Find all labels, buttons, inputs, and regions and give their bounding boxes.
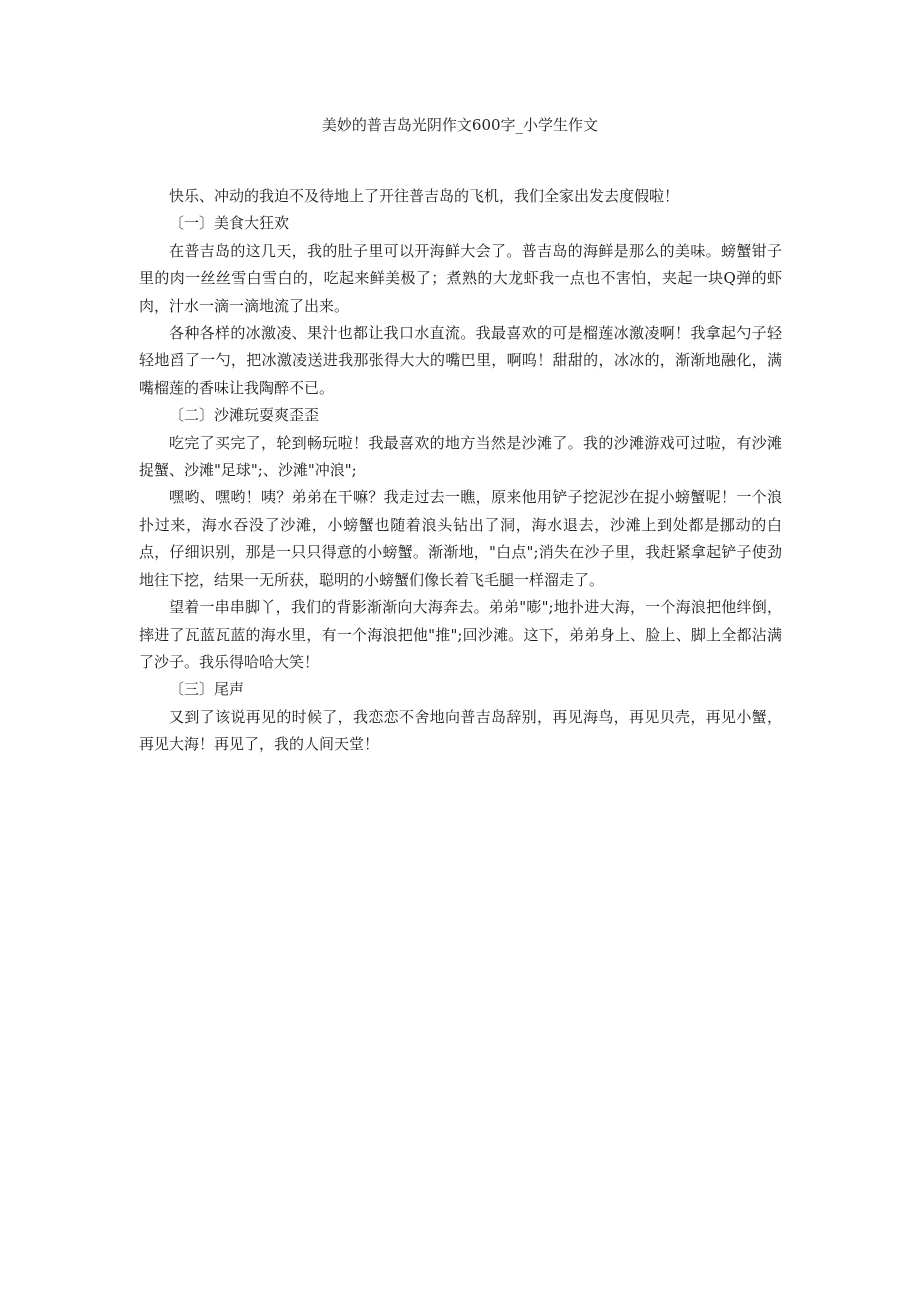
document-title: 美妙的普吉岛光阴作文600字_小学生作文 xyxy=(321,116,599,134)
paragraph-intro: 快乐、冲动的我迫不及待地上了开往普吉岛的飞机，我们全家出发去度假啦！ xyxy=(169,187,680,205)
paragraph-farewell: 又到了该说再见的时候了，我恋恋不舍地向普吉岛辞别，再见海鸟，再见贝壳，再见小蟹，再见大海！再见了，我的人间天堂！ xyxy=(139,707,782,754)
section-heading-ending: 〔三〕尾声 xyxy=(169,680,245,699)
document-body xyxy=(139,183,782,759)
paragraph-crab-catching: 嘿哟、嘿哟！咦？弟弟在干嘛？我走过去一瞧，原来他用铲子挖泥沙在捉小螃蟹呢！一个浪扑过来，海水吞没了沙滩，小螃蟹也随着浪头钻出了洞，海水退去，沙滩上到处都是挪动的白点，仔细识别，那是一只只得意的小螃蟹。渐渐地，"白点";消失在沙子里，我赶紧拿起铲子使劲地往下挖，结果一无所获，聪明的小螃蟹们像长着飞毛腿一样溜走了。 xyxy=(139,488,782,589)
paragraph-waves: 望着一串串脚丫，我们的背影渐渐向大海奔去。弟弟"嘭";地扑进大海，一个海浪把他绊倒，摔进了瓦蓝瓦蓝的海水里，有一个海浪把他"推";回沙滩。这下，弟弟身上、脸上、脚上全都沾满了沙子。我乐得哈哈大笑！ xyxy=(139,598,782,671)
paragraph-seafood: 在普吉岛的这几天，我的肚子里可以开海鲜大会了。普吉岛的海鲜是那么的美味。螃蟹钳子里的肉一丝丝雪白雪白的，吃起来鲜美极了；煮熟的大龙虾我一点也不害怕，夹起一块Q弹的虾肉，汁水一滴一滴地流了出来。 xyxy=(139,241,782,315)
section-heading-food: 〔一〕美食大狂欢 xyxy=(169,214,290,233)
paragraph-ice-cream: 各种各样的冰激凌、果汁也都让我口水直流。我最喜欢的可是榴莲冰激凌啊！我拿起勺子轻轻地舀了一勺，把冰激凌送进我那张得大大的嘴巴里，啊呜！甜甜的，冰冰的，渐渐地融化，满嘴榴莲的香味让我陶醉不已。 xyxy=(139,324,782,397)
section-heading-beach: 〔二〕沙滩玩耍爽歪歪 xyxy=(169,406,320,425)
paragraph-beach-games: 吃完了买完了，轮到畅玩啦！我最喜欢的地方当然是沙滩了。我的沙滩游戏可过啦，有沙滩捉蟹、沙滩"足球";、沙滩"冲浪"; xyxy=(139,433,782,480)
